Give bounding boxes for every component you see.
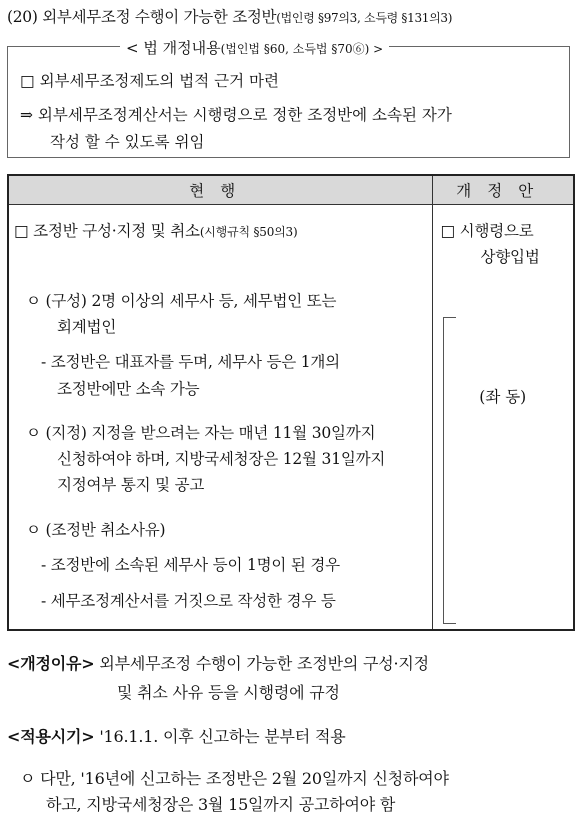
same-as-left-bracket [443, 317, 456, 624]
apply-row [7, 724, 345, 747]
amendment-legend-main: < 법 개정내용 [126, 39, 221, 57]
amendment-legend-ref: (법인법 §60, 소득법 §70⑥) > [220, 42, 384, 56]
current-bullet-designation: ㅇ (지정) 지정을 받으려는 자는 매년 11월 30일까지 [26, 423, 376, 442]
current-bullet-composition-cont: 회계법인 [57, 317, 117, 336]
apply-text: '16.1.1. 이후 신고하는 분부터 적용 [99, 727, 346, 746]
amendment-item-1: □ 외부세무조정제도의 법적 근거 마련 [20, 72, 279, 90]
current-bullet-cancellation: ㅇ (조정반 취소사유) [26, 520, 166, 539]
current-bullet-designation-cont2: 지정여부 통지 및 공고 [57, 475, 205, 494]
apply-label: <적용시기> [7, 727, 95, 746]
current-sub-representative: - 조정반은 대표자를 두며, 세무사 등은 1개의 [41, 352, 340, 371]
apply-note: ㅇ 다만, '16년에 신고하는 조정반은 2월 20일까지 신청하여야 [20, 769, 449, 788]
current-bullet-composition: ㅇ (구성) 2명 이상의 세무사 등, 세무법인 또는 [26, 291, 337, 310]
current-sub-representative-cont: 조정반에만 소속 가능 [57, 379, 200, 398]
header-revised: 개정안 [432, 175, 574, 204]
current-sub-cancel-2: - 세무조정계산서를 거짓으로 작성한 경우 등 [41, 591, 336, 610]
revised-line-1: □ 시행령으로 [440, 221, 534, 240]
apply-note-cont: 하고, 지방국세청장은 3월 15일까지 공고하여야 함 [46, 795, 396, 814]
current-heading-ref: (시행규칙 §50의3) [199, 224, 298, 239]
current-heading [14, 219, 297, 241]
reason-row [7, 651, 429, 674]
section-title-main: (20) 외부세무조정 수행이 가능한 조정반 [7, 8, 277, 26]
comparison-table [7, 174, 575, 631]
current-bullet-designation-cont1: 신청하여야 하며, 지방국세청장은 12월 31일까지 [57, 449, 386, 468]
amendment-item-2a: ⇒ 외부세무조정계산서는 시행령으로 정한 조정반에 소속된 자가 [20, 106, 452, 124]
revised-cell [432, 204, 574, 630]
table-header-row [8, 175, 574, 204]
current-heading-main: □ 조정반 구성·지정 및 취소 [14, 221, 200, 240]
current-cell [8, 204, 432, 630]
revised-same-as-left: (좌 동) [479, 387, 527, 406]
reason-text-cont: 및 취소 사유 등을 시행령에 규정 [117, 683, 340, 702]
reason-text: 외부세무조정 수행이 가능한 조정반의 구성·지정 [99, 654, 429, 673]
amendment-item-2b: 작성 할 수 있도록 위임 [50, 133, 205, 151]
amendment-legend [120, 37, 389, 58]
section-title [7, 5, 452, 27]
section-title-ref: (법인령 §97의3, 소득령 §131의3) [276, 11, 453, 25]
header-current: 현행 [8, 175, 432, 204]
reason-label: <개정이유> [7, 654, 95, 673]
current-sub-cancel-1: - 조정반에 소속된 세무사 등이 1명이 된 경우 [41, 555, 340, 574]
revised-line-2: 상향입법 [480, 247, 540, 266]
